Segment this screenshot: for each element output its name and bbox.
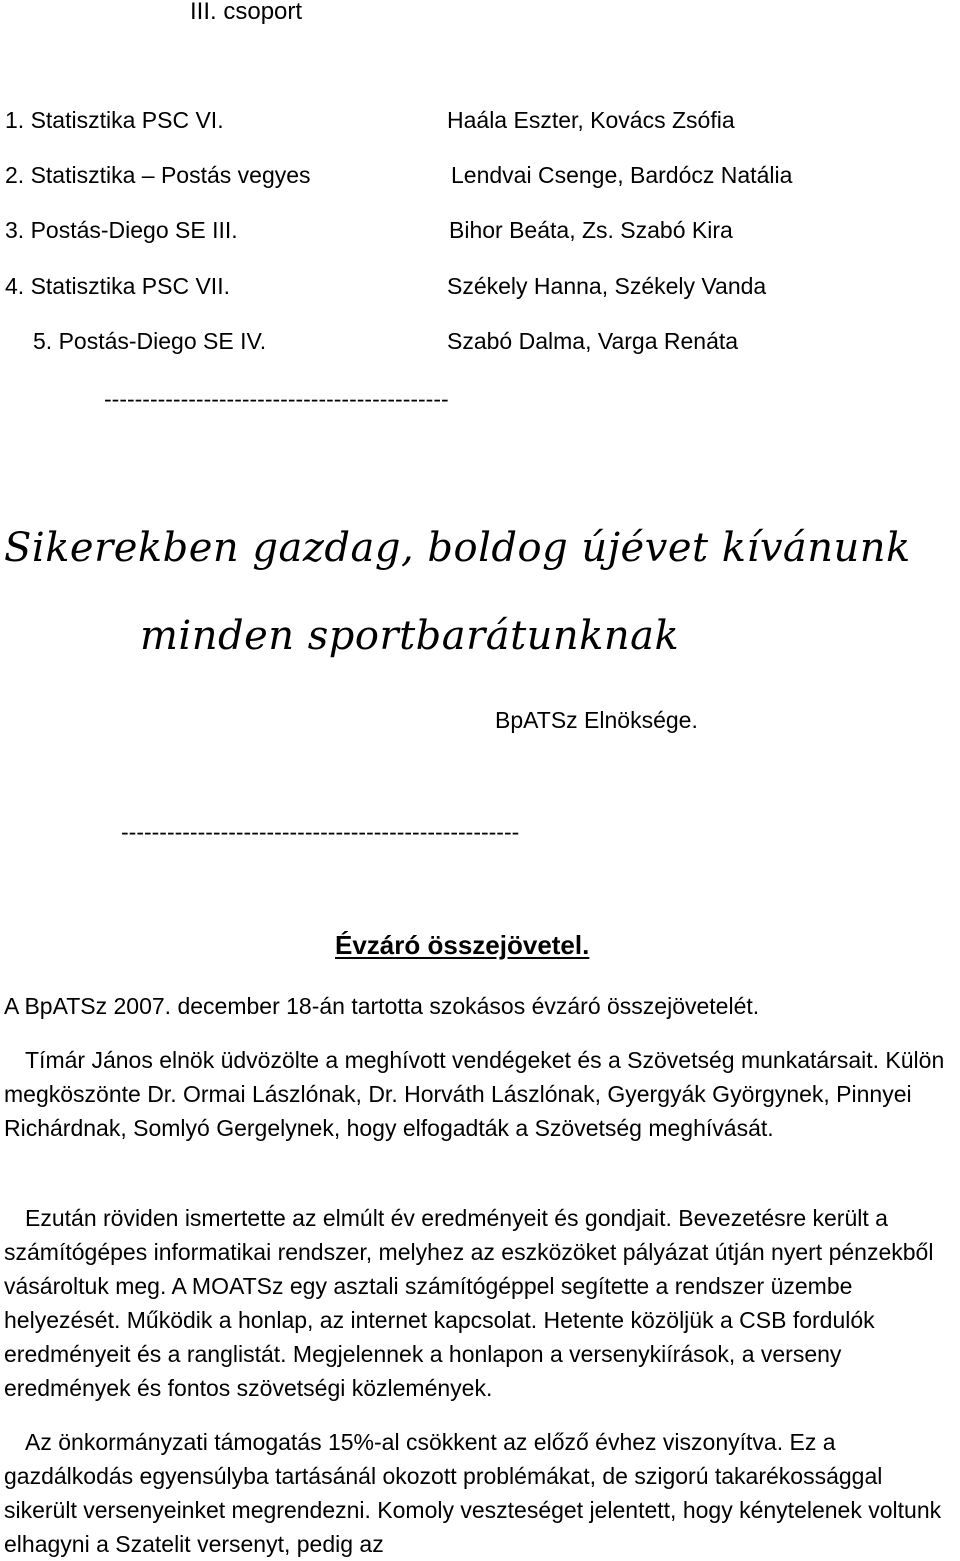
team-name: 2. Statisztika – Postás vegyes (5, 162, 311, 188)
player-names: Székely Hanna, Székely Vanda (447, 273, 767, 299)
greeting-line: Sikerekben gazdag, boldog újévet kívánunk (4, 525, 911, 571)
article-paragraph: Tímár János elnök üdvözölte a meghívott vendégeket és a Szövetség munkatársait. Külön megköszönte Dr. Ormai Lászlónak, Dr. Horváth Lászlónak, Gyergyák Györgynek, Pinnyei Richárdnak, Somlyó Gergelynek, hogy elfogadták a Szövetség meghívását. (4, 1047, 945, 1141)
team-name: 4. Statisztika PSC VII. (5, 273, 230, 299)
article-paragraph: Ezután röviden ismertette az elmúlt év eredményeit és gondjait. Bevezetésre került a számítógépes informatikai rendszer, melyhez az eszközöket pályázat útján nyert pénzekből vásároltuk meg. A MOATSz egy asztali számítógéppel segítette a rendszer üzembe helyezését. Működik a honlap, az internet kapcsolat. Hetente közöljük a CSB fordulók eredményeit és a ranglistát. Megjelennek a honlapon a versenykiírások, a verseny eredmények és fontos szövetségi közlemények. (4, 1205, 934, 1401)
greeting-line: minden sportbarátunknak (140, 613, 680, 659)
player-names: Bihor Beáta, Zs. Szabó Kira (449, 217, 733, 243)
separator-line: --------------------------------------------- (104, 386, 449, 412)
article-intro: A BpATSz 2007. december 18-án tartotta szokásos évzáró összejövetelét. (4, 993, 760, 1019)
player-names: Lendvai Csenge, Bardócz Natália (451, 162, 793, 188)
article-title: Évzáró összejövetel. (335, 930, 590, 960)
signature: BpATSz Elnöksége. (495, 707, 698, 733)
player-names: Szabó Dalma, Varga Renáta (447, 328, 739, 354)
article-paragraph: Az önkormányzati támogatás 15%-al csökkent az előző évhez viszonyítva. Ez a gazdálkodás egyensúlyba tartásánál okozott problémákat, de szigorú takarékossággal sikerült versenyeinket megrendezni. Komoly veszteséget jelentett, hogy kénytelenek voltunk elhagyni a Szatelit versenyt, pedig az (4, 1429, 942, 1557)
team-name: 1. Statisztika PSC VI. (5, 107, 224, 133)
separator-line: ---------------------------------------------------- (121, 819, 520, 845)
group-heading: III. csoport (190, 0, 303, 25)
team-name: 5. Postás-Diego SE IV. (33, 328, 267, 354)
player-names: Haála Eszter, Kovács Zsófia (447, 107, 735, 133)
team-name: 3. Postás-Diego SE III. (5, 217, 238, 243)
